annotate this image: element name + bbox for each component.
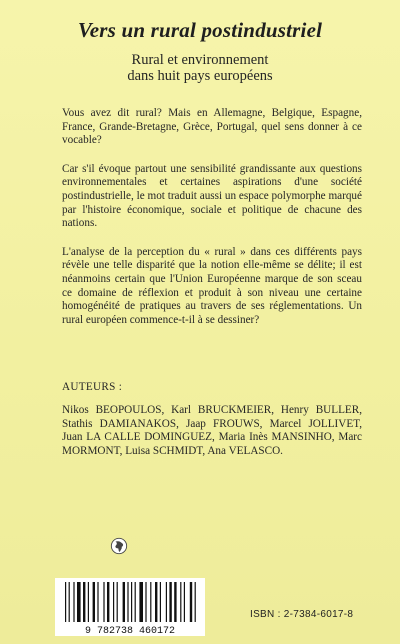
barcode-bar bbox=[93, 582, 95, 622]
barcode-bar bbox=[73, 582, 74, 622]
book-subtitle bbox=[0, 52, 400, 84]
subtitle-line-1: Rural et environnement bbox=[131, 52, 269, 68]
barcode-bar bbox=[169, 582, 171, 622]
barcode-bar bbox=[77, 582, 81, 622]
barcode-bar bbox=[97, 582, 98, 622]
blurb-paragraph-2: Car s'il évoque partout une sensibilité grandissante aux questions environnementales et certaines aspirations d'une société postindustrielle, le mot traduit aussi un espace polymorphe marqué par l'histoire économique, sociale et politique de chacune des nations. bbox=[62, 162, 362, 230]
barcode-bar bbox=[113, 582, 114, 622]
barcode-bar bbox=[131, 582, 132, 622]
barcode-bar bbox=[150, 582, 151, 622]
barcode-bar bbox=[88, 582, 89, 622]
subtitle-line-2: dans huit pays européens bbox=[127, 68, 273, 84]
barcode-bar bbox=[83, 582, 85, 622]
barcode-bar bbox=[195, 582, 196, 622]
barcode-bar bbox=[139, 582, 143, 622]
barcode-bar bbox=[103, 582, 104, 622]
barcode-bar bbox=[174, 582, 176, 622]
blurb-paragraph-3: L'analyse de la perception du « rural » dans ces différents pays révèle une telle disparité que la notion elle-même se délite; il est néanmoins certain que l'Union Européenne marque de son sceau ce domaine de réflexion et produit à son niveau une certaine homogénéité de pratiques au travers de ses réglementations. Un rural européen commence-t-il à se dessiner? bbox=[62, 245, 362, 326]
barcode-bar bbox=[145, 582, 146, 622]
barcode-bar bbox=[155, 582, 157, 622]
barcode-bar bbox=[135, 582, 136, 622]
barcode bbox=[55, 578, 205, 636]
barcode-bar bbox=[160, 582, 161, 622]
globe-logo-icon bbox=[110, 537, 128, 555]
barcode-bar bbox=[69, 582, 70, 622]
barcode-digits: 9 782738 460172 bbox=[84, 626, 176, 636]
authors-list: Nikos BEOPOULOS, Karl BRUCKMEIER, Henry BULLER, Stathis DAMIANAKOS, Jaap FROUWS, Marcel JOLLIVET, Juan LA CALLE DOMINGUEZ, Maria Inès MANSINHO, Marc MORMONT, Luisa SCHMIDT, Ana VELASCO. bbox=[62, 404, 362, 457]
blurb-paragraph-1: Vous avez dit rural? Mais en Allemagne, Belgique, Espagne, France, Grande-Bretagne, Grèce, Portugal, quel sens donner à ce vocable? bbox=[62, 107, 362, 147]
barcode-bar bbox=[180, 582, 181, 622]
barcode-bar bbox=[190, 582, 192, 622]
isbn-text: ISBN : 2-7384-6017-8 bbox=[250, 609, 354, 620]
barcode-bar bbox=[184, 582, 185, 622]
barcode-bar bbox=[117, 582, 118, 622]
barcode-bar bbox=[123, 582, 125, 622]
barcode-bar bbox=[127, 582, 128, 622]
authors-heading: AUTEURS : bbox=[62, 381, 123, 393]
blurb bbox=[62, 107, 362, 342]
barcode-bar bbox=[65, 582, 66, 622]
barcode-bar bbox=[166, 582, 167, 622]
barcode-bar bbox=[107, 582, 109, 622]
book-title: Vers un rural postindustriel bbox=[77, 18, 323, 42]
